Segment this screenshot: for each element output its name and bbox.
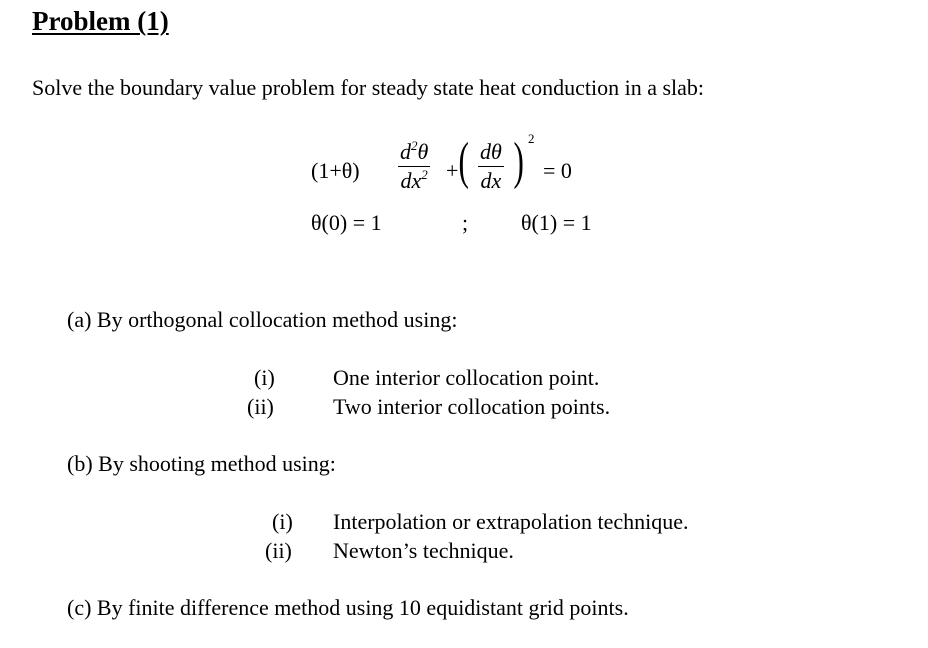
part-b-item-2-text: Newton’s technique. [333,538,514,563]
part-b-item-1-num: (i) [272,509,293,534]
part-a-item-2-num: (ii) [247,394,274,419]
part-a-label: (a) By orthogonal collocation method using: [67,307,458,332]
numerator [398,138,430,167]
theta: θ [417,139,429,164]
first-derivative-fraction [478,141,504,192]
part-b-item-2-num: (ii) [265,538,292,563]
coefficient [311,160,360,182]
bc-left: θ(0) = 1 [311,210,382,235]
part-b-label: (b) By shooting method using: [67,451,336,476]
numerator: dθ [478,141,504,167]
right-paren: ) [513,133,524,190]
coef-text: (1+θ) [311,158,360,183]
dx: dx [400,168,422,193]
plus-sign: + [446,158,459,183]
sup: 2 [421,167,428,182]
sup: 2 [411,138,418,153]
rhs: = 0 [543,158,572,183]
intro-text: Solve the boundary value problem for steady state heat conduction in a slab: [32,75,705,100]
second-derivative-fraction [398,138,430,193]
part-c-label: (c) By finite difference method using 10 equidistant grid points. [67,595,629,620]
denominator [401,167,428,192]
problem-title: Problem (1) [32,6,169,36]
part-a-item-1-num: (i) [254,365,275,390]
left-paren: ( [458,133,469,190]
bc-right: θ(1) = 1 [521,210,592,235]
part-a-item-1-text: One interior collocation point. [333,365,600,390]
part-b-item-1-text: Interpolation or extrapolation technique. [333,509,689,534]
square-exponent: 2 [528,131,535,146]
bc-separator: ; [462,210,469,235]
part-a-item-2-text: Two interior collocation points. [333,394,611,419]
denominator: dx [480,168,502,193]
d: d [400,139,411,164]
